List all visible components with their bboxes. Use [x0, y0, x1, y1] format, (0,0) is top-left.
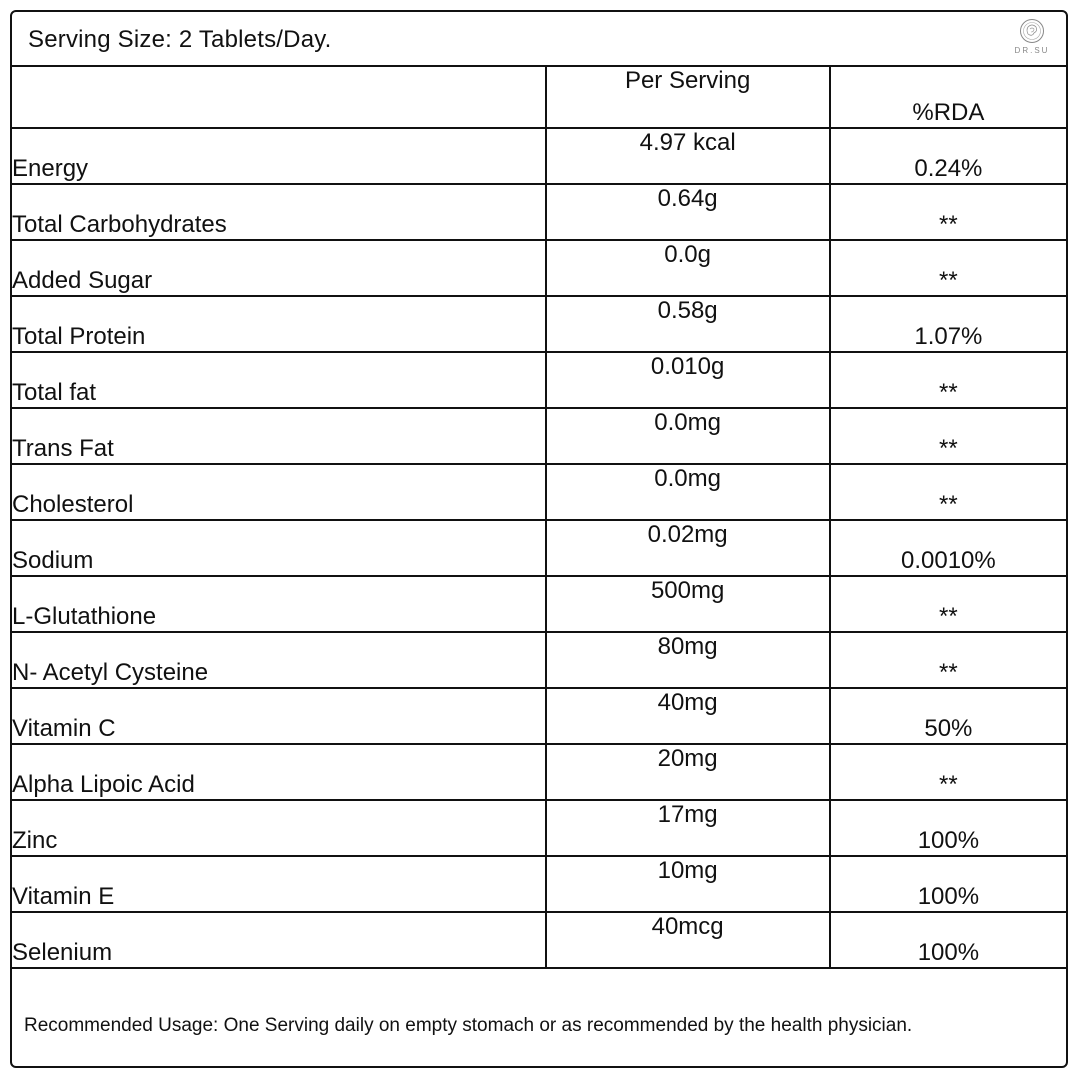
brand-logo-text: DR.SU [1014, 46, 1050, 55]
nutrient-name: N- Acetyl Cysteine [12, 632, 546, 688]
table-row [12, 744, 1066, 800]
table-row [12, 464, 1066, 520]
per-serving-value: 10mg [546, 856, 830, 912]
nutrient-name: Vitamin E [12, 856, 546, 912]
per-serving-value: 0.58g [546, 296, 830, 352]
nutrition-facts-card [10, 10, 1068, 1068]
rda-value: ** [830, 408, 1066, 464]
per-serving-value: 80mg [546, 632, 830, 688]
per-serving-value: 0.02mg [546, 520, 830, 576]
rda-value: 0.24% [830, 128, 1066, 184]
rda-value: 1.07% [830, 296, 1066, 352]
table-body [12, 128, 1066, 968]
per-serving-value: 17mg [546, 800, 830, 856]
table-row [12, 688, 1066, 744]
header-rda: %RDA [830, 67, 1066, 128]
per-serving-value: 0.0mg [546, 464, 830, 520]
serving-size-bar [12, 12, 1066, 67]
nutrient-name: Zinc [12, 800, 546, 856]
rda-value: ** [830, 744, 1066, 800]
table-row [12, 632, 1066, 688]
rda-value: ** [830, 352, 1066, 408]
rda-value: 50% [830, 688, 1066, 744]
table-row [12, 296, 1066, 352]
per-serving-value: 0.010g [546, 352, 830, 408]
rda-value: ** [830, 632, 1066, 688]
table-row [12, 352, 1066, 408]
nutrient-name: Energy [12, 128, 546, 184]
nutrient-name: Trans Fat [12, 408, 546, 464]
table-row [12, 912, 1066, 968]
table-row [12, 240, 1066, 296]
brand-logo [1012, 18, 1052, 62]
table-row [12, 184, 1066, 240]
per-serving-value: 4.97 kcal [546, 128, 830, 184]
brand-logo-icon [1019, 18, 1045, 44]
table-row [12, 520, 1066, 576]
table-row [12, 800, 1066, 856]
nutrient-name: Total Protein [12, 296, 546, 352]
per-serving-value: 0.0mg [546, 408, 830, 464]
per-serving-value: 0.0g [546, 240, 830, 296]
rda-value: ** [830, 240, 1066, 296]
nutrient-name: Total fat [12, 352, 546, 408]
rda-value: 100% [830, 800, 1066, 856]
nutrient-name: Cholesterol [12, 464, 546, 520]
header-nutrient [12, 67, 546, 128]
per-serving-value: 40mg [546, 688, 830, 744]
serving-size-text: Serving Size: 2 Tablets/Day. [28, 26, 332, 53]
table-row [12, 408, 1066, 464]
table-row [12, 856, 1066, 912]
rda-value: 100% [830, 912, 1066, 968]
rda-value: ** [830, 184, 1066, 240]
nutrition-table [12, 67, 1066, 969]
nutrient-name: Total Carbohydrates [12, 184, 546, 240]
per-serving-value: 500mg [546, 576, 830, 632]
per-serving-value: 20mg [546, 744, 830, 800]
table-row [12, 576, 1066, 632]
nutrient-name: Added Sugar [12, 240, 546, 296]
header-per-serving: Per Serving [546, 67, 830, 128]
nutrient-name: Sodium [12, 520, 546, 576]
table-row [12, 128, 1066, 184]
nutrient-name: Vitamin C [12, 688, 546, 744]
table-header-row [12, 67, 1066, 128]
rda-value: 100% [830, 856, 1066, 912]
rda-value: 0.0010% [830, 520, 1066, 576]
per-serving-value: 40mcg [546, 912, 830, 968]
per-serving-value: 0.64g [546, 184, 830, 240]
rda-value: ** [830, 576, 1066, 632]
rda-value: ** [830, 464, 1066, 520]
recommended-usage-note: Recommended Usage: One Serving daily on empty stomach or as recommended by the health physician. [24, 1015, 913, 1036]
nutrient-name: Selenium [12, 912, 546, 968]
nutrient-name: L-Glutathione [12, 576, 546, 632]
nutrient-name: Alpha Lipoic Acid [12, 744, 546, 800]
